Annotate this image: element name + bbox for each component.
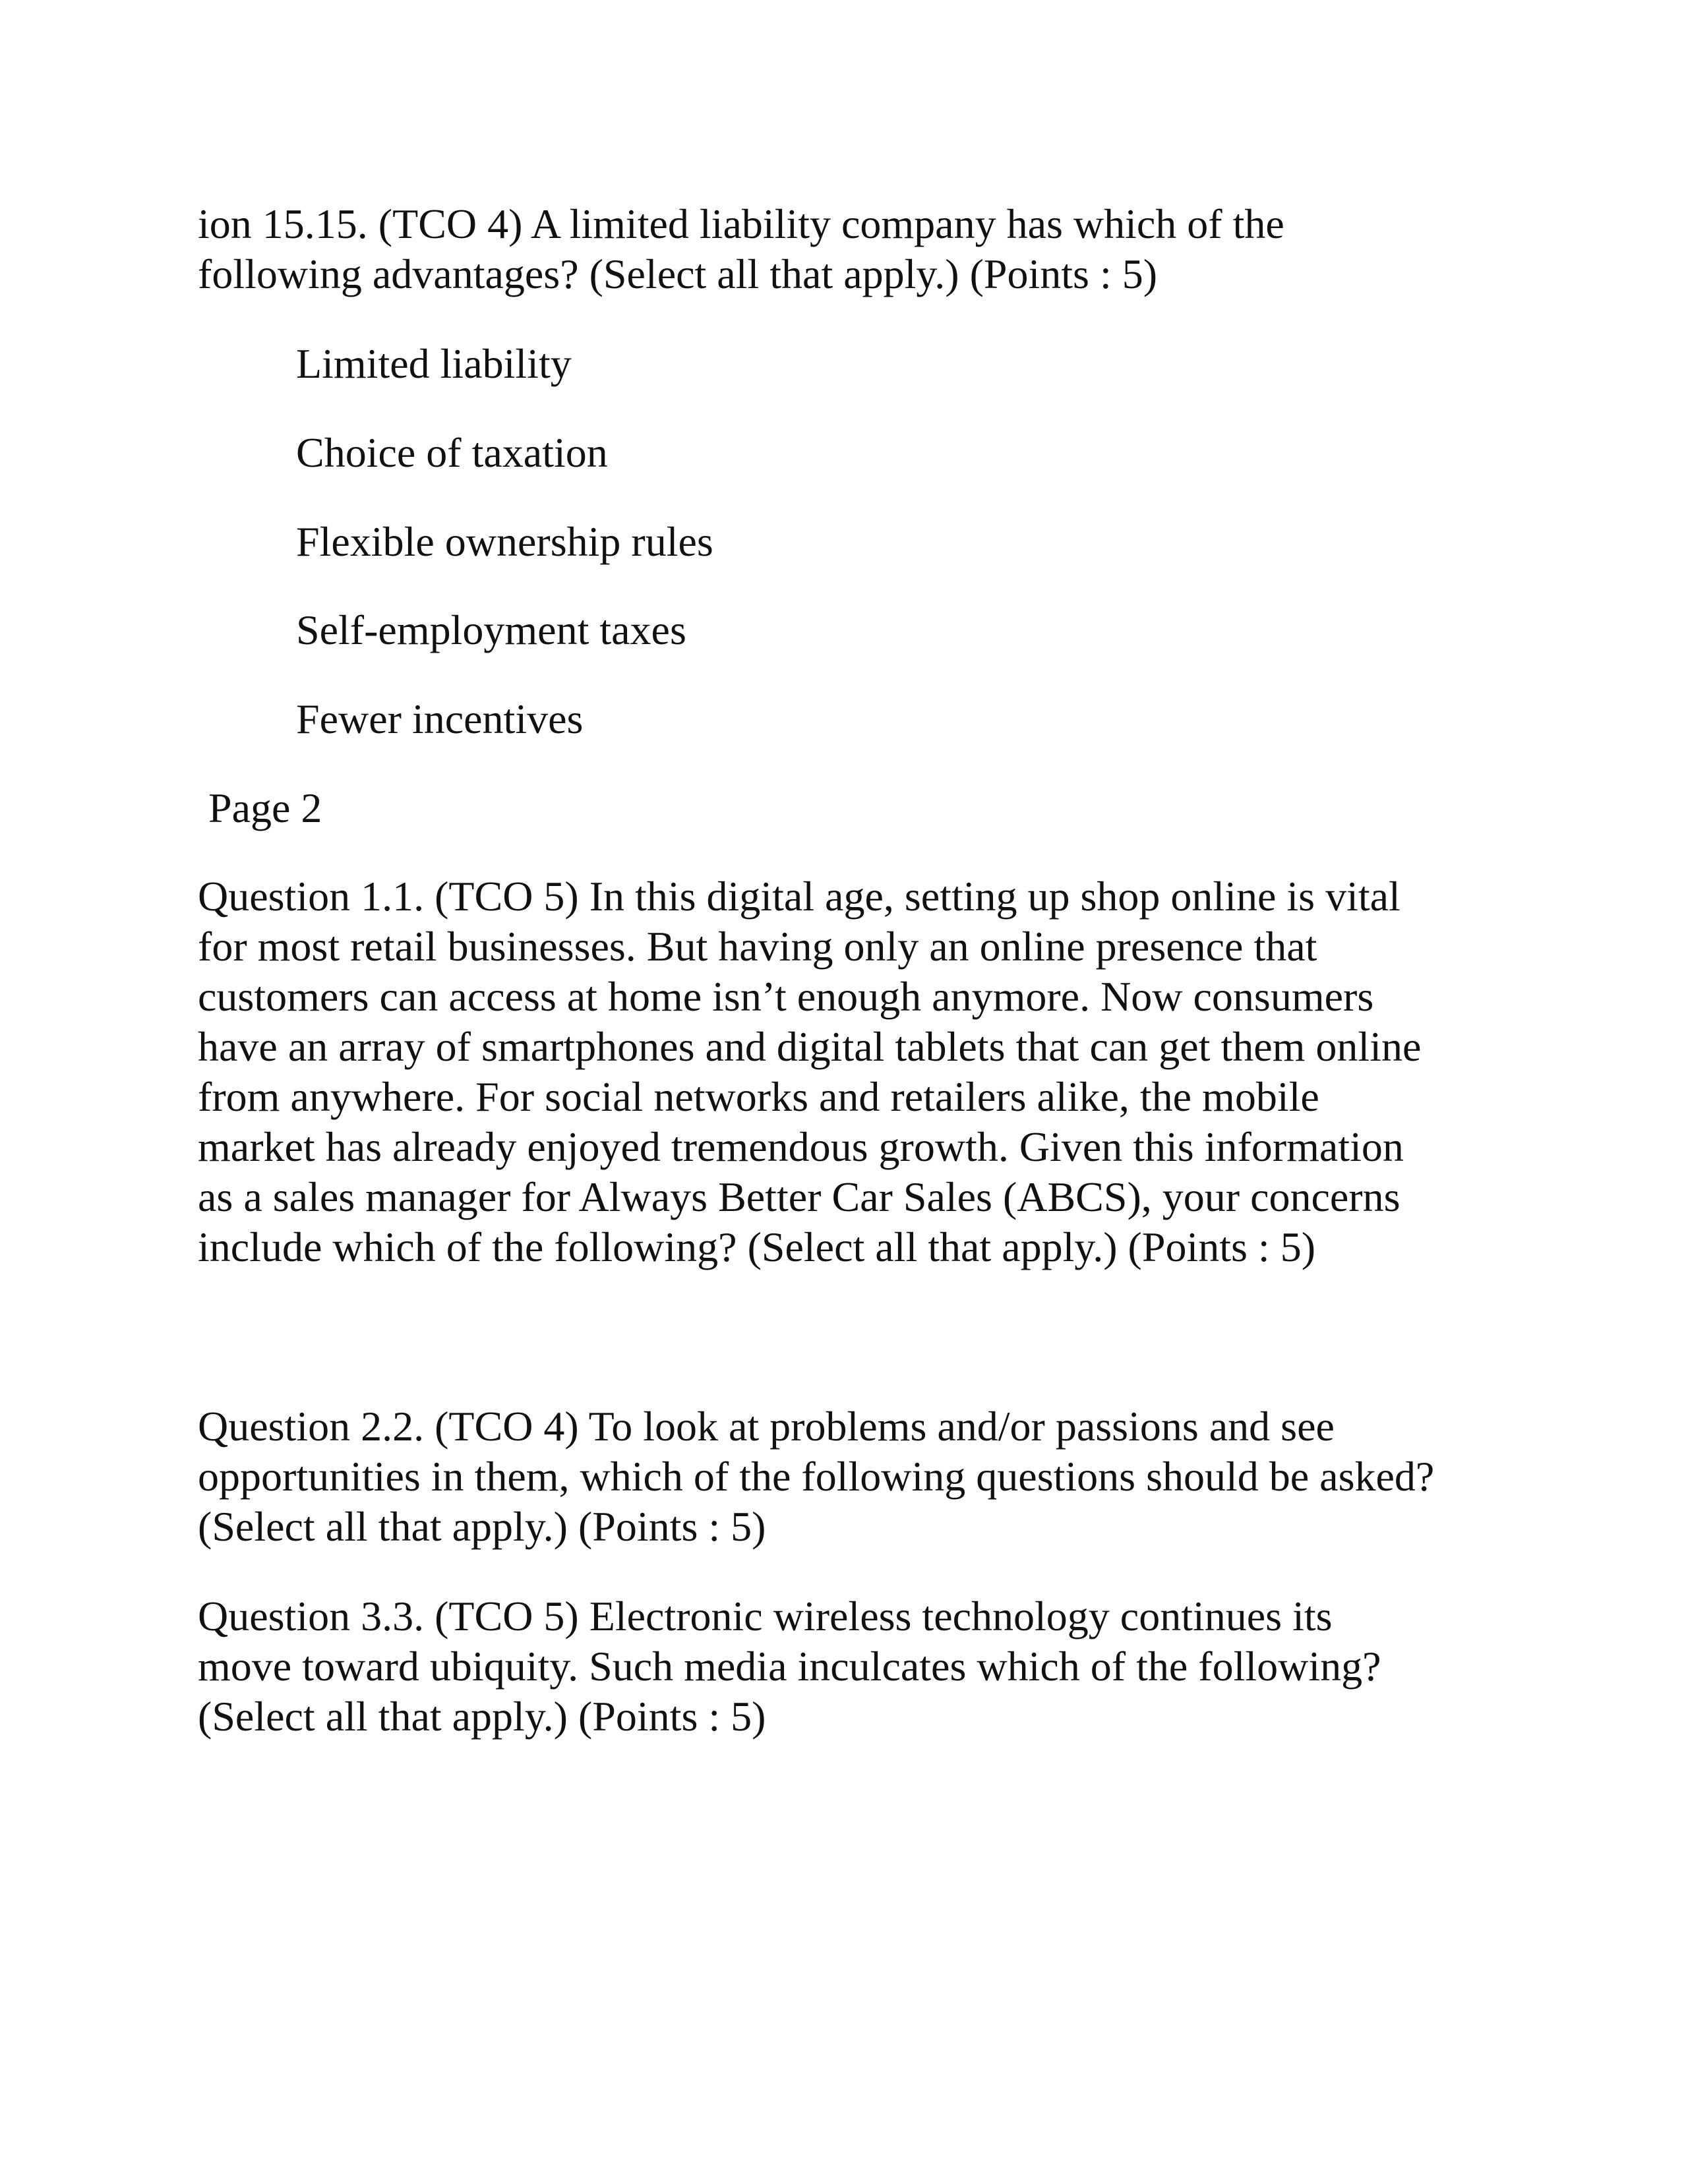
- question-1-line: Question 1.1. (TCO 5) In this digital age, setting up shop online is vital: [198, 873, 1401, 920]
- question-2-line: (Select all that apply.) (Points : 5): [198, 1503, 766, 1550]
- question-1-line: have an array of smartphones and digital tablets that can get them online: [198, 1023, 1422, 1070]
- question-15-text: [198, 199, 1569, 299]
- question-1-line: include which of the following? (Select all that apply.) (Points : 5): [198, 1224, 1315, 1270]
- question-2-text: [198, 1402, 1569, 1552]
- option-self-employment-taxes: Self-employment taxes: [296, 606, 686, 653]
- option-choice-of-taxation: Choice of taxation: [296, 429, 608, 476]
- question-1-line: market has already enjoyed tremendous growth. Given this information: [198, 1123, 1404, 1170]
- question-3-line: (Select all that apply.) (Points : 5): [198, 1693, 766, 1740]
- question-3-line: Question 3.3. (TCO 5) Electronic wireless technology continues its: [198, 1593, 1333, 1639]
- question-15-line: ion 15.15. (TCO 4) A limited liability company has which of the: [198, 200, 1284, 247]
- question-3-line: move toward ubiquity. Such media inculcates which of the following?: [198, 1643, 1381, 1690]
- question-1-line: customers can access at home isn’t enough anymore. Now consumers: [198, 973, 1374, 1020]
- option-flexible-ownership-rules: Flexible ownership rules: [296, 518, 713, 565]
- option-limited-liability: Limited liability: [296, 340, 572, 387]
- question-1-line: for most retail businesses. But having only an online presence that: [198, 923, 1317, 970]
- question-2-line: Question 2.2. (TCO 4) To look at problems and/or passions and see: [198, 1403, 1335, 1450]
- question-3-text: [198, 1591, 1569, 1742]
- option-fewer-incentives: Fewer incentives: [296, 695, 584, 742]
- question-1-line: from anywhere. For social networks and retailers alike, the mobile: [198, 1073, 1319, 1120]
- question-1-line: as a sales manager for Always Better Car Sales (ABCS), your concerns: [198, 1173, 1401, 1220]
- question-15-line: following advantages? (Select all that apply.) (Points : 5): [198, 251, 1158, 297]
- question-2-line: opportunities in them, which of the following questions should be asked?: [198, 1453, 1435, 1500]
- page-label: Page 2: [208, 784, 322, 831]
- question-1-text: [198, 871, 1569, 1272]
